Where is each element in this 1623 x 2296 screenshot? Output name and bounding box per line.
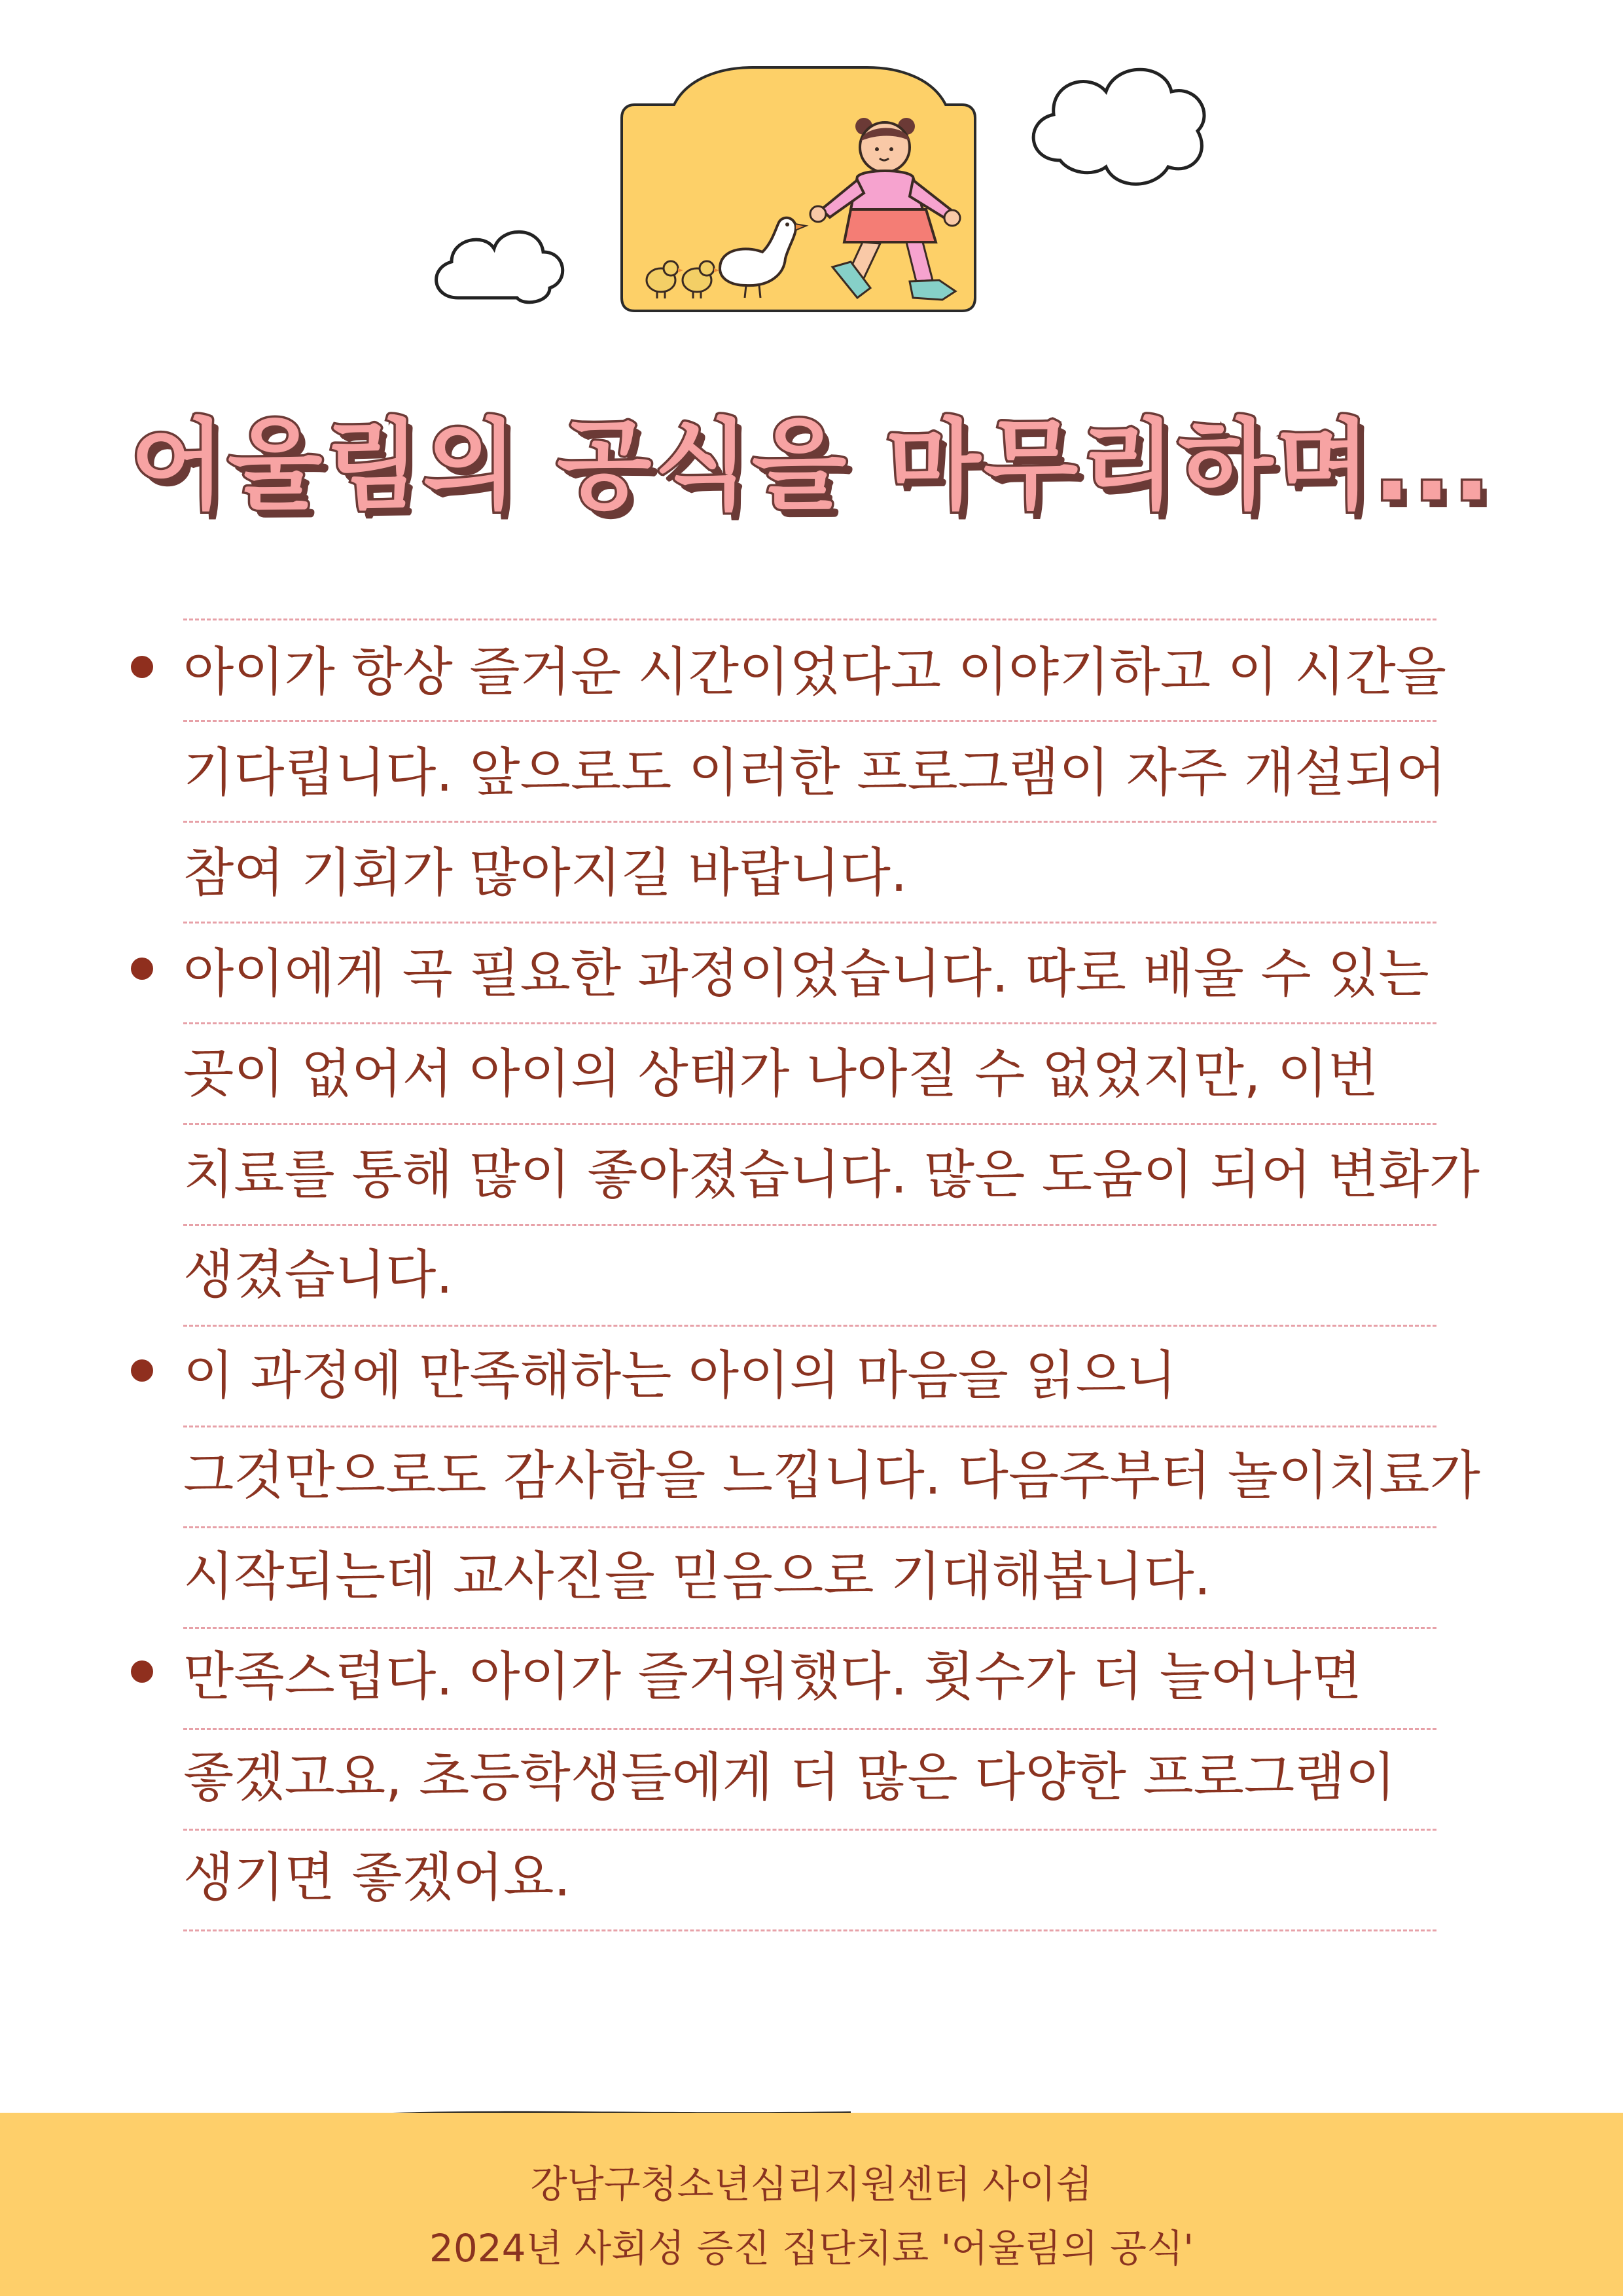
list-item [121, 1325, 1502, 1627]
bullet-dot [131, 1359, 153, 1382]
bullet-dot [131, 1660, 153, 1683]
list-item [121, 1626, 1502, 1928]
footer [0, 2113, 1623, 2296]
list-item-text: 아이가 항상 즐거운 시간이었다고 이야기하고 이 시간을 기다립니다. 앞으로도 이러한 프로그램이 자주 개설되어 참여 기회가 많아지길 바랍니다. [183, 622, 1492, 924]
footer-program-title: 2024년 사회성 증진 집단치료 '어울림의 공식' [429, 2226, 1194, 2270]
bullet-dot [131, 958, 153, 980]
bullet-dot [131, 656, 153, 678]
parent-feedback-list [121, 622, 1502, 1928]
list-item-text: 이 과정에 만족해하는 아이의 마음을 읽으니 그것만으로도 감사함을 느낍니다. 다음주부터 놀이치료가 시작되는데 교사진을 믿음으로 기대해봅니다. [183, 1325, 1492, 1627]
header-illustration [0, 0, 1623, 340]
list-item [121, 924, 1502, 1325]
cloud-icon [437, 232, 563, 302]
cloud-icon [1033, 69, 1204, 184]
list-item [121, 622, 1502, 924]
page-title: 어울림의 공식을 마무리하며... [130, 409, 1493, 523]
list-item-text: 만족스럽다. 아이가 즐거워했다. 횟수가 더 늘어나면 좋겠고요, 초등학생들에게 더 많은 다양한 프로그램이 생기면 좋겠어요. [183, 1626, 1492, 1928]
list-item-text: 아이에게 곡 필요한 과정이었습니다. 따로 배울 수 있는 곳이 없어서 아이의 상태가 나아질 수 없었지만, 이번 치료를 통해 많이 좋아졌습니다. 많은 도움이 되어 변화가 생겼습니다. [183, 924, 1492, 1325]
footer-organization: 강남구청소년심리지원센터 사이쉼 [530, 2162, 1093, 2206]
